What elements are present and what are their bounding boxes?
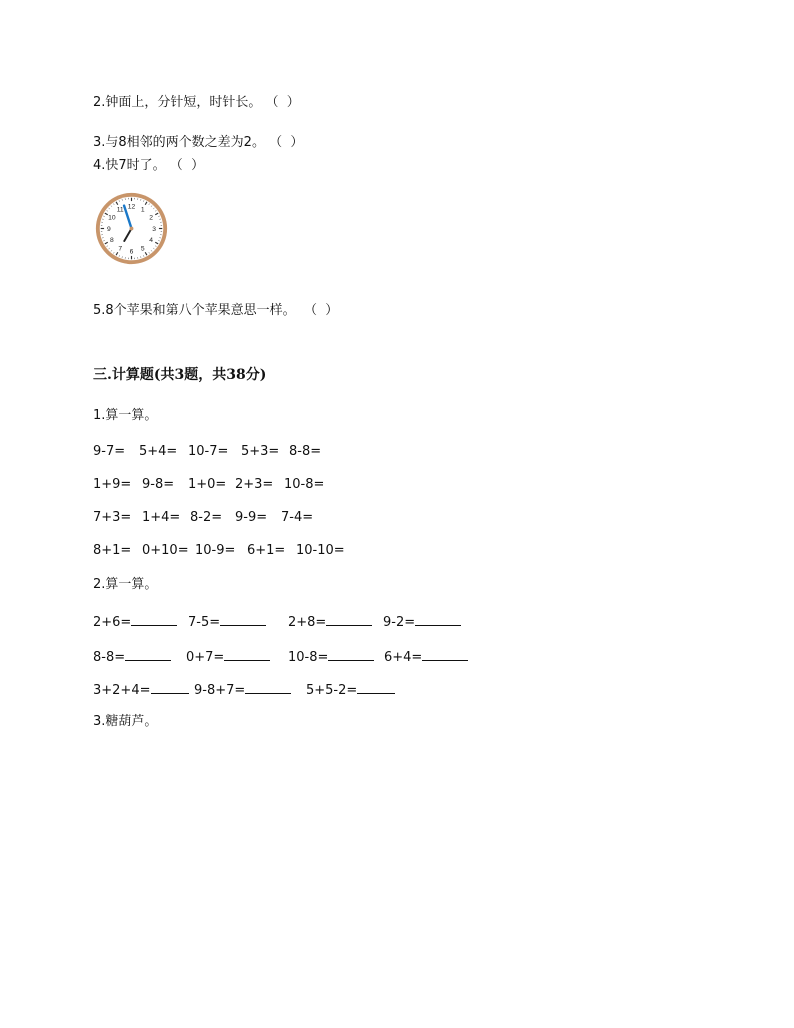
equation: 9-7= [93,444,126,459]
equation: 2+3= [235,477,274,492]
answer-blank[interactable] [125,648,171,661]
equation-text: 6+4= [384,650,423,665]
answer-blank[interactable] [415,613,461,626]
equation: 9-9= [235,510,268,525]
clock-number: 3 [152,225,156,233]
answer-blank[interactable] [131,613,177,626]
equation: 10-10= [296,543,345,558]
equation-text: 10-8= [288,650,329,665]
clock-number: 9 [107,225,111,233]
equation: 1+9= [93,477,132,492]
equation: 7+3= [93,510,132,525]
calc-q2-title: 2.算一算。 [93,577,158,592]
fill-equation [188,613,266,631]
equation: 6+1= [247,543,286,558]
clock-image [93,190,170,267]
equation-text: 0+7= [186,650,225,665]
calc-q1-title: 1.算一算。 [93,408,158,423]
fill-equation [194,681,291,699]
equation: 0+10= [142,543,189,558]
fill-equation [383,613,461,631]
equation: 8-2= [190,510,223,525]
clock-number: 1 [140,206,145,214]
answer-blank[interactable] [328,648,374,661]
section-3-heading: 三.计算题(共3题，共38分) [93,367,267,383]
equation-text: 2+6= [93,615,132,630]
equation: 10-9= [195,543,236,558]
fill-equation [306,681,395,699]
question-4: 4.快7时了。 （ ） [93,158,205,173]
clock-number: 7 [118,245,123,253]
clock-center [130,227,134,231]
clock-number: 10 [108,214,116,222]
equation-text: 5+5-2= [306,683,358,698]
clock-number: 2 [149,214,153,222]
equation-text: 7-5= [188,615,221,630]
equation: 8+1= [93,543,132,558]
equation-text: 9-2= [383,615,416,630]
equation: 7-4= [281,510,314,525]
fill-equation [93,613,177,631]
clock-number: 5 [140,245,145,253]
calc-q3-title: 3.糖葫芦。 [93,714,158,729]
answer-blank[interactable] [422,648,468,661]
clock-number: 12 [127,203,136,211]
question-5: 5.8个苹果和第八个苹果意思一样。 （ ） [93,303,339,318]
equation: 9-8= [142,477,175,492]
clock-number: 11 [116,206,124,214]
answer-blank[interactable] [224,648,270,661]
question-3: 3.与8相邻的两个数之差为2。 （ ） [93,135,304,150]
equation: 5+4= [139,444,178,459]
equation-text: 8-8= [93,650,126,665]
equation: 1+4= [142,510,181,525]
equation: 5+3= [241,444,280,459]
equation: 1+0= [188,477,227,492]
equation-text: 2+8= [288,615,327,630]
answer-blank[interactable] [220,613,266,626]
answer-blank[interactable] [326,613,372,626]
equation: 8-8= [289,444,322,459]
fill-equation [93,681,189,699]
answer-blank[interactable] [151,681,189,694]
equation: 10-8= [284,477,325,492]
answer-blank[interactable] [357,681,395,694]
fill-equation [288,648,374,666]
clock-number: 8 [110,237,114,245]
equation-text: 9-8+7= [194,683,246,698]
question-2: 2.钟面上，分针短，时针长。 （ ） [93,95,300,110]
fill-equation [93,648,171,666]
answer-blank[interactable] [245,681,291,694]
equation: 10-7= [188,444,229,459]
fill-equation [384,648,468,666]
clock-number: 4 [149,237,153,245]
equation-text: 3+2+4= [93,683,151,698]
fill-equation [186,648,270,666]
clock-number: 6 [129,248,134,256]
fill-equation [288,613,372,631]
